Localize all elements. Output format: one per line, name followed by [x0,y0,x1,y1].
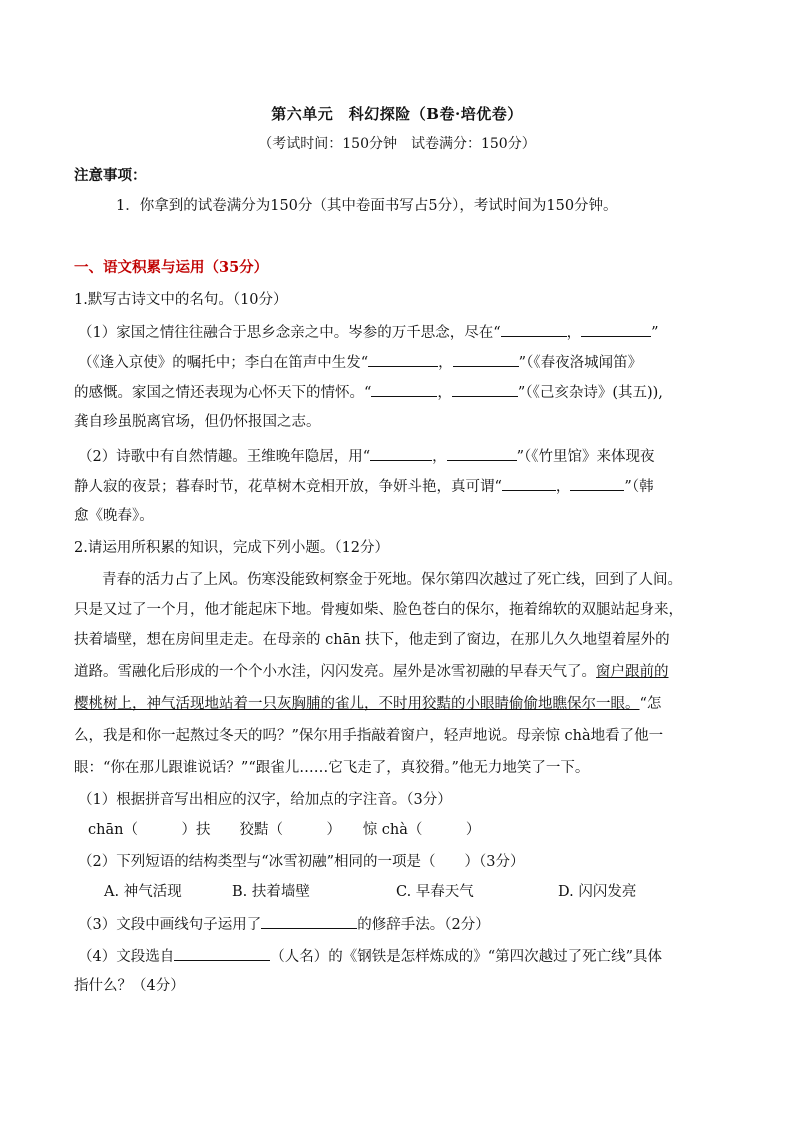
answer-blank[interactable] [447,446,517,461]
notice-item: 1．你拿到的试卷满分为150分（其中卷面书写占5分），考试时间为150分钟。 [116,198,618,214]
answer-blank[interactable] [371,382,437,397]
passage-line: 道路。雪融化后形成的一个个小水洼，闪闪发亮。屋外是冰雪初融的早春天气了。窗户跟前的 [74,664,669,680]
sub-question-1-items: chān（ ）扶 狡黠（ ） 惊 chà（ ） [88,822,481,838]
passage-line: 青春的活力占了上风。伤寒没能致柯察金于死地。保尔第四次越过了死亡线，回到了人间。 [102,572,682,588]
sub-question-3: （3）文段中画线句子运用了 的修辞手法。（2分） [78,914,738,935]
answer-blank[interactable] [501,322,567,337]
sub-question-2-options [104,882,764,902]
answer-blank[interactable] [581,322,651,337]
option-b[interactable]: B. 扶着墙壁 [232,884,310,900]
answer-blank[interactable] [370,446,432,461]
question-2-stem: 2.请运用所积累的知识，完成下列小题。（12分） [74,540,390,556]
question-1-part2-line2: 静人寂的夜景；暮春时节，花草树木竞相开放，争妍斗艳，真可谓“ ， ”（韩 [74,476,734,497]
question-1-part2-line3: 愈《晚春》。 [74,508,154,524]
option-d[interactable]: D. 闪闪发亮 [558,884,637,900]
page-title: 第六单元 科幻探险（B卷·培优卷） [271,105,523,123]
notice-heading: 注意事项： [74,167,147,184]
passage-line: 扶着墙壁，想在房间里走走。在母亲的 chān 扶下，他走到了窗边，在那儿久久地望着屋外的 [74,632,670,648]
answer-blank[interactable] [261,914,357,929]
passage-line: 只是又过了一个月，他才能起床下地。骨瘦如柴、脸色苍白的保尔，拖着绵软的双腿站起身来， [74,602,683,618]
exam-info: （考试时间：150分钟 试卷满分：150分） [258,136,536,152]
answer-blank[interactable] [452,382,518,397]
passage-line: 眼：“你在那儿跟谁说话？”“跟雀儿……它飞走了，真狡猾。”他无力地笑了一下。 [74,760,590,776]
underlined-sentence: 樱桃树上，神气活现地站着一只灰胸脯的雀儿，不时用狡黠的小眼睛偷偷地瞧保尔一眼。 [74,696,640,712]
question-1-part1-line2: （《逢入京使》的嘱托中；李白在笛声中生发“ ， ”（《春夜洛城闻笛》 [78,352,738,373]
answer-blank[interactable] [453,352,519,367]
question-1-part1-line4: 龚自珍虽脱离官场，但仍怀报国之志。 [74,414,321,430]
question-1-part2-line1: （2）诗歌中有自然情趣。王维晚年隐居，用“ ， ”（《竹里馆》来体现夜 [78,446,738,467]
passage-line: 么，我是和你一起熬过冬天的吗？”保尔用手指敲着窗户，轻声地说。母亲惊 chà地看了他一 [74,728,664,744]
sub-question-4-cont: 指什么？（4分） [74,978,185,994]
question-1-part1-line1: （1）家国之情往往融合于思乡念亲之中。岑参的万千思念，尽在“ ， ” [78,322,738,343]
question-1-stem: 1.默写古诗文中的名句。（10分） [74,292,288,308]
answer-blank[interactable] [502,476,556,491]
underlined-sentence: 窗户跟前的 [596,664,669,680]
question-1-part1-line3: 的感慨。家国之情还表现为心怀天下的情怀。“ ， ”（《己亥杂诗》(其五)), [74,382,734,403]
option-c[interactable]: C. 早春天气 [396,884,474,900]
section-heading: 一、语文积累与运用（35分） [74,259,269,276]
answer-blank[interactable] [570,476,624,491]
option-a[interactable]: A. 神气活现 [104,884,182,900]
answer-blank[interactable] [174,946,270,961]
answer-blank[interactable] [368,352,438,367]
sub-question-4: （4）文段选自 （人名）的《钢铁是怎样炼成的》“第四次越过了死亡线”具体 [78,946,738,967]
passage-line: 樱桃树上，神气活现地站着一只灰胸脯的雀儿，不时用狡黠的小眼睛偷偷地瞧保尔一眼。“怎 [74,696,662,712]
sub-question-2: （2）下列短语的结构类型与“冰雪初融”相同的一项是（ ）（3分） [78,854,525,870]
sub-question-1: （1）根据拼音写出相应的汉字，给加点的字注音。（3分） [78,792,452,808]
